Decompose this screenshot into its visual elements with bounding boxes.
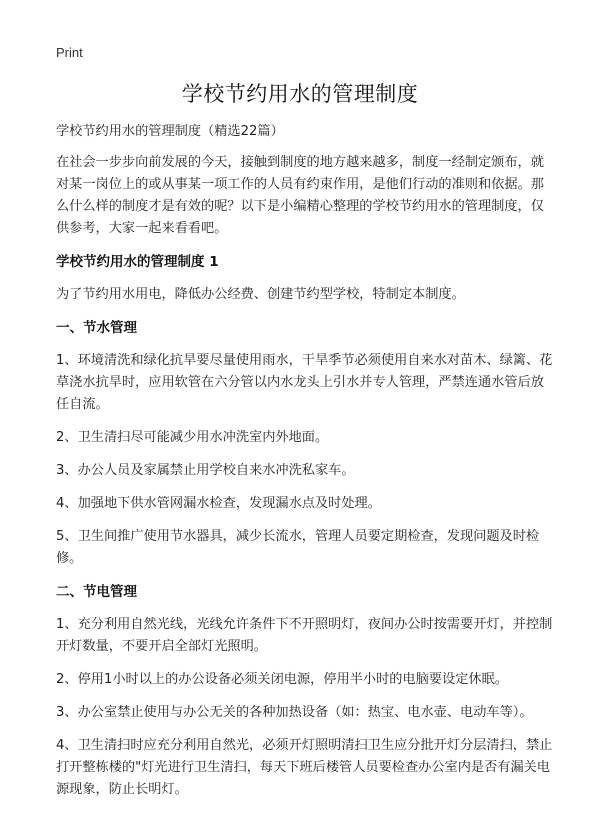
section-intro: 为了节约用水用电，降低办公经费、创建节约型学校，特制定本制度。 [56, 287, 465, 302]
water-item: 4、加强地下供水管网漏水检查，发现漏水点及时处理。 [56, 496, 381, 511]
water-management-heading: 一、节水管理 [56, 320, 137, 336]
water-item: 2、卫生清扫尽可能减少用水冲洗室内外地面。 [56, 430, 329, 445]
electricity-item: 2、停用1小时以上的办公设备必须关闭电源，停用半小时的电脑要设定休眠。 [56, 672, 508, 687]
electricity-item: 3、办公室禁止使用与办公无关的各种加热设备（如：热宝、电水壶、电动车等）。 [56, 705, 533, 720]
print-link[interactable]: Print [56, 45, 83, 60]
water-item: 3、办公人员及家属禁止用学校自来水冲洗私家车。 [56, 463, 355, 478]
page-title: 学校节约用水的管理制度 [181, 82, 419, 106]
electricity-item: 4、卫生清扫时应充分利用自然光，必须开灯照明清扫卫生应分批开灯分层清扫，禁止打开整栋楼的"灯光进行卫生清扫，每天下班后楼管人员要检查办公室内是否有漏关电源现象，防止长明灯。 [56, 738, 553, 797]
document-body [56, 121, 554, 812]
document-subtitle: 学校节约用水的管理制度（精选22篇） [56, 124, 284, 139]
section-heading: 学校节约用水的管理制度 1 [56, 254, 219, 270]
water-item: 1、环境清洗和绿化抗旱要尽量使用雨水，干旱季节必须使用自来水对苗木、绿篱、花草浇水抗旱时，应用软管在六分管以内水龙头上引水并专人管理，严禁连通水管后放任自流。 [56, 353, 553, 412]
intro-paragraph: 在社会一步步向前发展的今天，接触到制度的地方越来越多，制度一经制定颁布，就对某一岗位上的或从事某一项工作的人员有约束作用，是他们行动的准则和依据。那么什么样的制度才是有效的呢？以下是小编精心整理的学校节约用水的管理制度，仅供参考，大家一起来看看吧。 [56, 155, 544, 236]
electricity-item: 1、充分利用自然光线，光线允许条件下不开照明灯，夜间办公时按需要开灯，并控制开灯数量，不要开启全部灯光照明。 [56, 617, 553, 654]
electricity-management-heading: 二、节电管理 [56, 584, 137, 600]
water-item: 5、卫生间推广使用节水器具，减少长流水，管理人员要定期检查，发现问题及时检修。 [56, 529, 540, 566]
